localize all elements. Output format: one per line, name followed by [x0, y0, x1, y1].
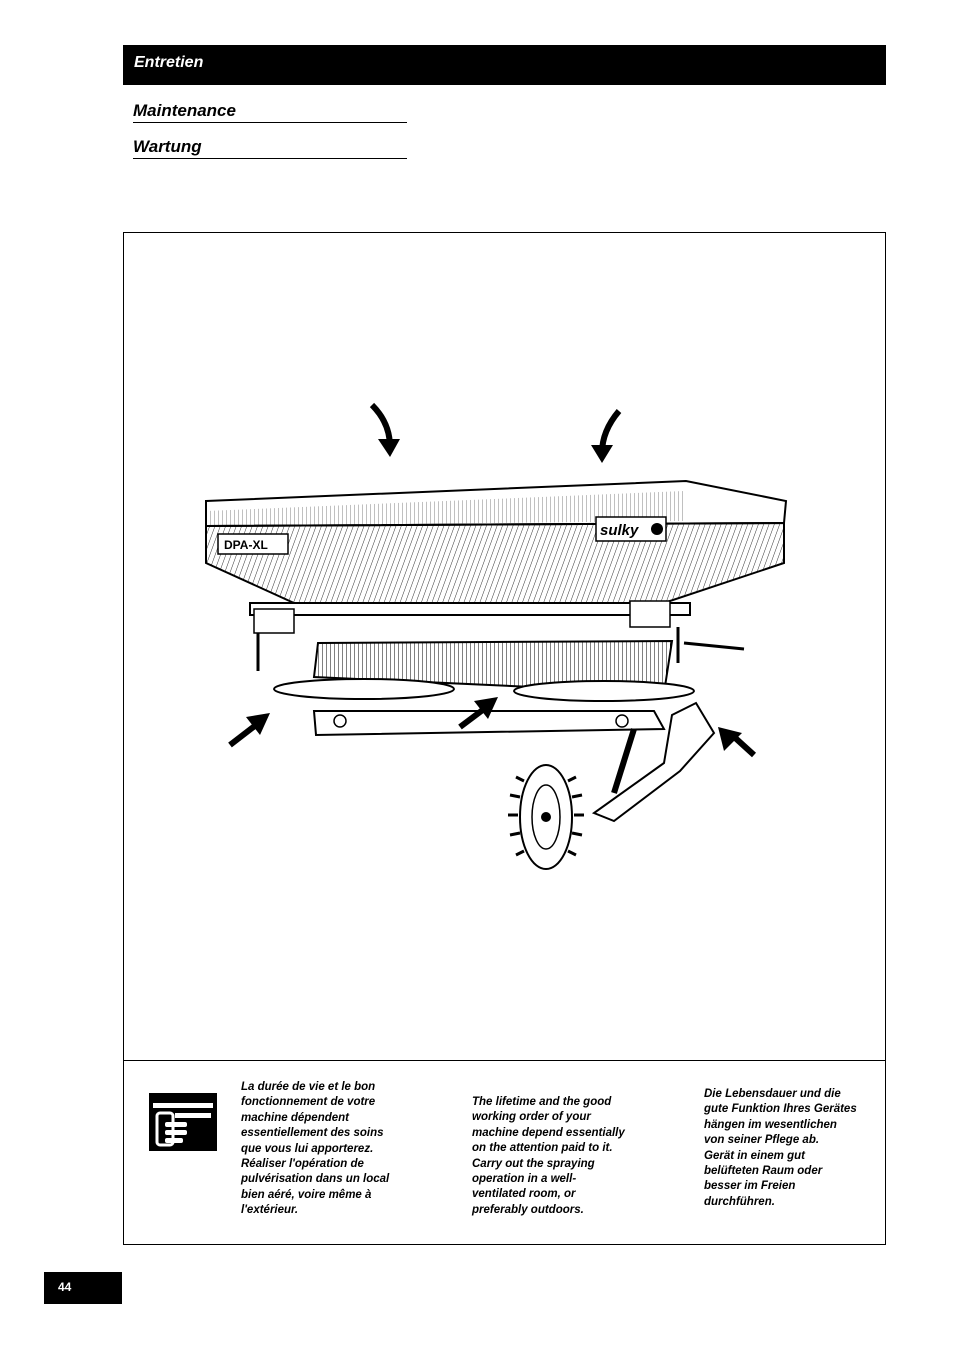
- subtitle-german: Wartung: [133, 137, 407, 159]
- drive-wheel: [508, 765, 584, 869]
- arrow-icon: [591, 411, 619, 463]
- page-number-box: [44, 1272, 122, 1304]
- arrow-icon: [230, 713, 270, 745]
- model-label: DPA-XL: [224, 538, 268, 552]
- brand-label: sulky: [600, 522, 639, 539]
- page-number: 44: [58, 1280, 72, 1294]
- content-frame: [123, 232, 886, 1245]
- arrow-icon: [718, 727, 754, 755]
- section-title: Entretien: [134, 54, 204, 71]
- note-text-english: The lifetime and the good working order of your machine depend essentially on the attention paid to it. Carry out the spraying operation in a well- ventilated room, or preferably outdoors.: [472, 1096, 625, 1216]
- section-header-bar: [123, 45, 886, 85]
- pointing-hand-icon: [149, 1093, 217, 1151]
- spreader-illustration: [194, 393, 814, 883]
- note-text-french: La durée de vie et le bon fonctionnement de votre machine dépendent essentiellement des soins que vous lui apporterez. Réaliser l'opération de pulvérisation dans un local bien aéré, voire même à l'extérieur.: [241, 1081, 390, 1217]
- note-text-german: Die Lebensdauer und die gute Funktion Ihres Gerätes hängen im wesentlichen von seiner Pflege ab. Gerät in einem gut belüfteten Raum oder besser im Freien durchführen.: [704, 1088, 857, 1208]
- subtitle-english: Maintenance: [133, 101, 407, 123]
- arrow-icon: [372, 405, 400, 457]
- divider: [124, 1060, 885, 1061]
